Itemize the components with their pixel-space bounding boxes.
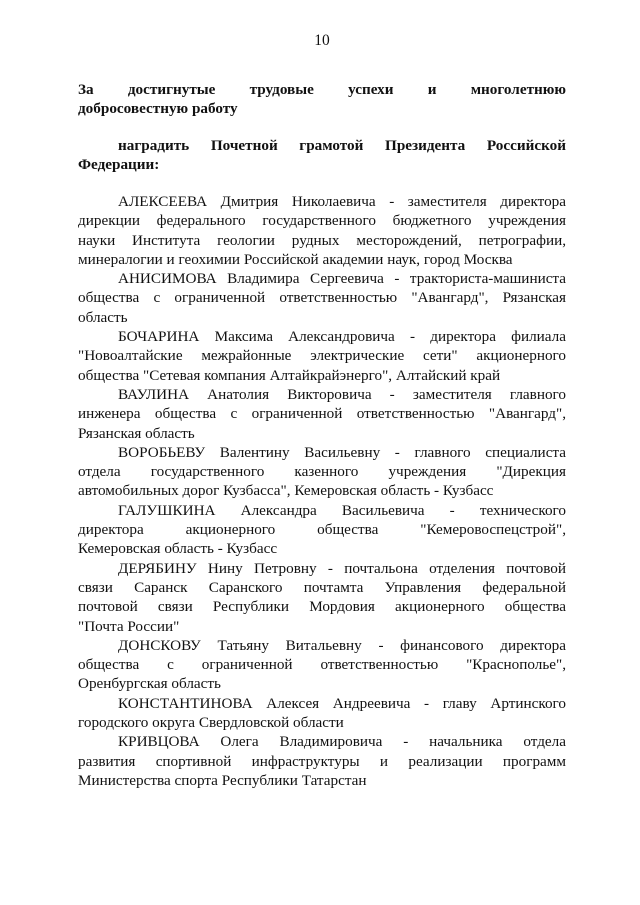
- intro-line-3: наградить Почетной грамотой Президента Российской: [118, 137, 566, 154]
- awardee-entry: [78, 559, 566, 636]
- awardee-line: БОЧАРИНА Максима Александровича - директора филиала: [118, 328, 566, 346]
- awardee-line: связи Саранск Саранского почтамта Управления федеральной: [78, 578, 566, 596]
- awardee-line: ГАЛУШКИНА Александра Васильевича - технического: [118, 501, 566, 519]
- awardee-entry: [78, 443, 566, 501]
- awardee-line: Министерства спорта Республики Татарстан: [78, 771, 367, 789]
- awardee-line: КРИВЦОВА Олега Владимировича - начальника отдела: [118, 733, 566, 751]
- awardee-line: ВОРОБЬЕВУ Валентину Васильевну - главного специалиста: [118, 443, 566, 461]
- awardee-line: минералогии и геохимии Российской академии наук, город Москва: [78, 250, 513, 268]
- awardee-entry: [78, 694, 566, 733]
- intro-award: [78, 136, 566, 175]
- intro-line-4: Федерации:: [78, 156, 160, 174]
- awardee-line: развития спортивной инфраструктуры и реализации программ: [78, 752, 566, 770]
- awardee-line: Рязанская область: [78, 424, 195, 442]
- awardee-entry: [78, 192, 566, 269]
- awardee-line: Оренбургская область: [78, 675, 221, 693]
- awardee-line: "Почта России": [78, 617, 180, 635]
- awardee-line: дирекции федерального государственного бюджетного учреждения: [78, 212, 566, 230]
- awardee-entry: [78, 385, 566, 443]
- awardee-entry: [78, 636, 566, 694]
- awardee-line: почтовой связи Республики Мордовия акционерного общества: [78, 598, 566, 616]
- awardee-line: городского округа Свердловской области: [78, 714, 344, 732]
- awardee-entry: [78, 501, 566, 559]
- awardee-line: ДЕРЯБИНУ Нину Петровну - почтальона отделения почтовой: [118, 559, 566, 577]
- awardee-line: общества "Сетевая компания Алтайкрайэнерго", Алтайский край: [78, 366, 501, 384]
- awardee-entry: [78, 732, 566, 790]
- page-number: 10: [314, 32, 330, 49]
- awardee-line: инженера общества с ограниченной ответственностью "Авангард",: [78, 405, 566, 423]
- awardee-line: общества с ограниченной ответственностью "Авангард", Рязанская: [78, 289, 566, 307]
- awardee-line: АНИСИМОВА Владимира Сергеевича - тракториста-машиниста: [118, 270, 566, 288]
- intro-line-1: За достигнутые трудовые успехи и многолетнюю: [78, 81, 566, 98]
- intro-line-2: добросовестную работу: [78, 100, 238, 118]
- awardee-line: область: [78, 308, 128, 326]
- awardee-line: ВАУЛИНА Анатолия Викторовича - заместителя главного: [118, 385, 566, 403]
- awardee-line: Кемеровская область - Кузбасс: [78, 540, 278, 558]
- awardee-list: [78, 192, 566, 790]
- awardee-entry: [78, 327, 566, 385]
- awardee-line: автомобильных дорог Кузбасса", Кемеровская область - Кузбасс: [78, 482, 494, 500]
- awardee-entry: [78, 269, 566, 327]
- awardee-line: общества с ограниченной ответственностью "Краснополье",: [78, 656, 566, 674]
- awardee-line: науки Института геологии рудных месторождений, петрографии,: [78, 231, 566, 249]
- awardee-line: ДОНСКОВУ Татьяну Витальевну - финансового директора: [118, 636, 566, 654]
- awardee-line: КОНСТАНТИНОВА Алексея Андреевича - главу Артинского: [118, 694, 566, 712]
- intro-reason: [78, 80, 566, 119]
- awardee-line: директора акционерного общества "Кемеровоспецстрой",: [78, 521, 566, 539]
- awardee-line: отдела государственного казенного учреждения "Дирекция: [78, 463, 566, 481]
- awardee-line: АЛЕКСЕЕВА Дмитрия Николаевича - заместителя директора: [118, 193, 566, 210]
- awardee-line: "Новоалтайские межрайонные электрические сети" акционерного: [78, 347, 566, 365]
